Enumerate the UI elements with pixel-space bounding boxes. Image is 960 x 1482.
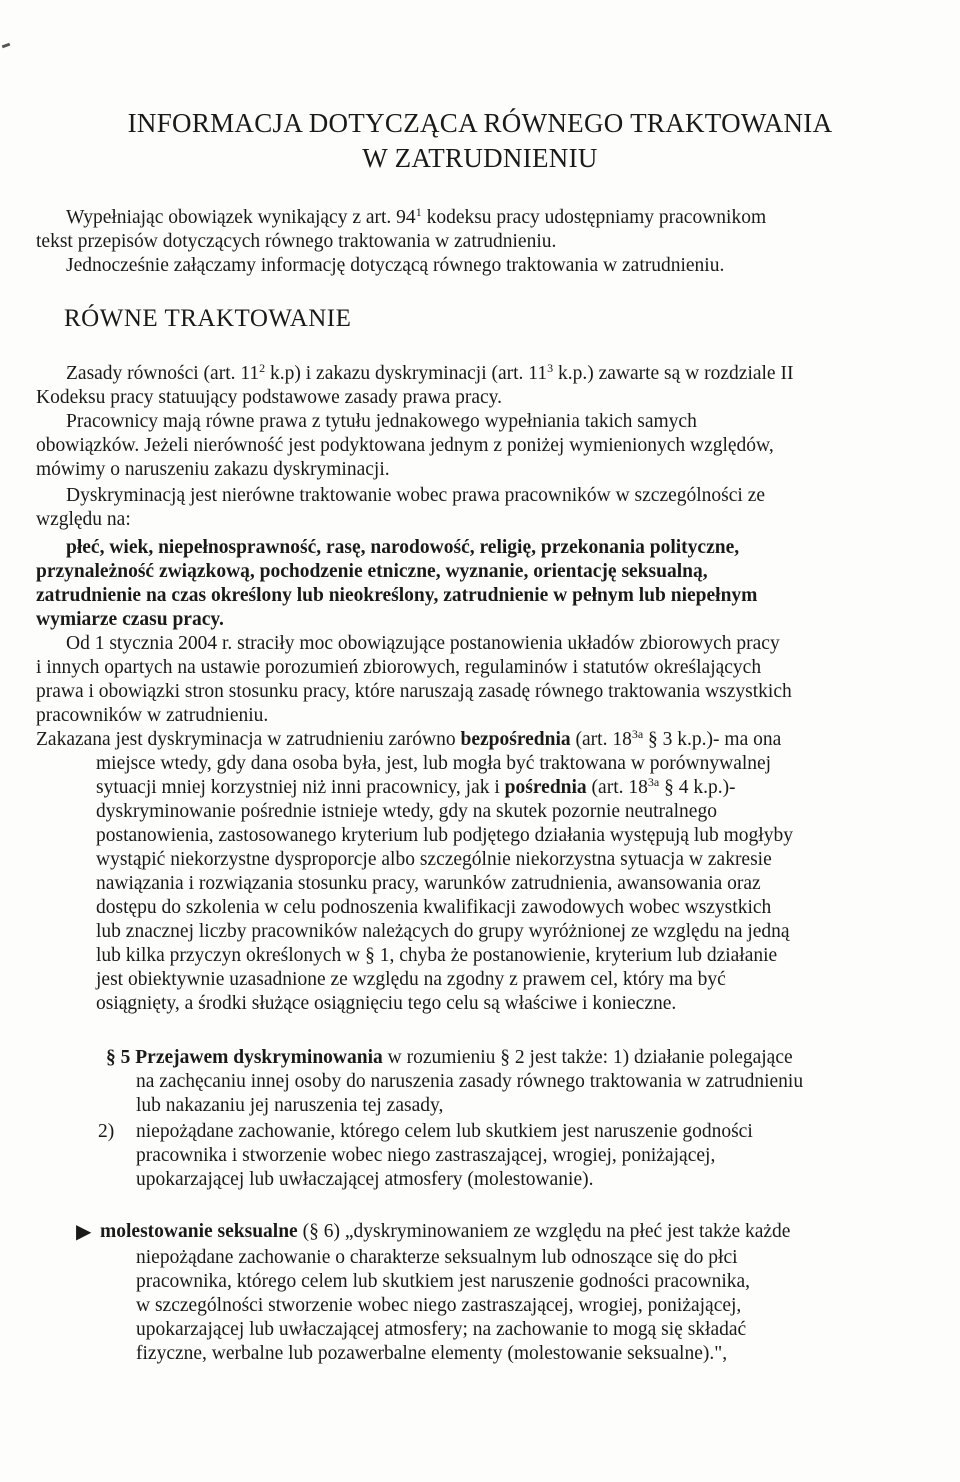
par5-line-6: upokarzającej lub uwłaczającej atmosfery (molestowanie). [136, 1169, 594, 1190]
document-title-line-1: INFORMACJA DOTYCZĄCA RÓWNEGO TRAKTOWANIA [127, 108, 833, 138]
document-title-line-2: W ZATRUDNIENIU [362, 143, 598, 173]
zakazana-line-4: dyskryminowanie pośrednie istnieje wtedy, gdy na skutek pozornie neutralnego [96, 801, 717, 822]
zakazana-line-3: sytuacji mniej korzystniej niż inni pracownicy, jak i pośrednia (art. $18^{3a}$ § 4 k.p.)- [96, 775, 736, 798]
zasady-line-4: obowiązków. Jeżeli nierówność jest podyktowana jednym z poniżej wymienionych względów, [36, 435, 774, 456]
zasady-line-3: Pracownicy mają równe prawa z tytułu jednakowego wypełniania takich samych [66, 411, 697, 432]
zakazana-line-10: lub kilka przyczyn określonych w § 1, chyba że postanowienie, kryterium lub działanie [96, 945, 778, 966]
zakazana-line-8: dostępu do szkolenia w celu podnoszenia kwalifikacji zawodowych wobec wszystkich [96, 897, 772, 918]
od2004-line-4: pracowników w zatrudnieniu. [36, 705, 269, 726]
triangle-bullet-icon: ▶ [76, 1221, 92, 1243]
zakazana-line-2: miejsce wtedy, gdy dana osoba była, jest, lub mogła być traktowana w porównywalnej [96, 753, 772, 774]
zakazana-line-9: lub znacznej liczby pracowników należących do grupy wyróżnionej ze względu na jedną [96, 921, 790, 942]
zasady-line-1: Zasady równości (art. $11^2$ k.p) i zakazu dyskryminacji (art. $11^3$ k.p.) zawarte są w rozdziale II [66, 361, 794, 384]
section-heading: RÓWNE TRAKTOWANIE [64, 305, 352, 332]
criteria-line-2: przynależność związkową, pochodzenie etniczne, wyznanie, orientację seksualną, [36, 561, 708, 582]
intro-line-1: Wypełniając obowiązek wynikający z art. $94^1$ kodeksu pracy udostępniamy pracownikom [66, 205, 767, 228]
zakazana-line-7: nawiązania i rozwiązania stosunku pracy, warunków zatrudnienia, awansowania oraz [96, 873, 761, 894]
criteria-line-4: wymiarze czasu pracy. [36, 609, 224, 630]
par5-line-5: pracownika i stworzenie wobec niego zastraszającej, wrogiej, poniżającej, [136, 1145, 716, 1166]
zakazana-line-5: postanowienia, zastosowanego kryterium lub podjętego działania występują lub mogłyby [96, 825, 793, 846]
criteria-line-3: zatrudnienie na czas określony lub nieokreślony, zatrudnienie w pełnym lub niepełnym [36, 585, 758, 606]
molestowanie-line-6: fizyczne, werbalne lub pozawerbalne elementy (molestowanie seksualne).", [136, 1343, 728, 1364]
zasady-line-2: Kodeksu pracy statuujący podstawowe zasady prawa pracy. [36, 387, 503, 408]
molestowanie-line-5: upokarzającej lub uwłaczającej atmosfery; na zachowanie to mogą się składać [136, 1319, 747, 1340]
intro-line-2: tekst przepisów dotyczących równego traktowania w zatrudnieniu. [36, 231, 557, 252]
zakazana-line-1: Zakazana jest dyskryminacja w zatrudnieniu zarówno bezpośrednia (art. $18^{3a}$ § 3 k.p.)- ma ona [36, 727, 782, 750]
molestowanie-line-4: w szczególności stworzenie wobec niego zastraszającej, wrogiej, poniżającej, [136, 1295, 742, 1316]
molestowanie-line-1: molestowanie seksualne (§ 6) „dyskryminowaniem ze względu na płeć jest także każde [100, 1221, 791, 1242]
intro-line-3: Jednocześnie załączamy informację dotyczącą równego traktowania w zatrudnieniu. [66, 255, 725, 276]
dyskryminacja-line-2: względu na: [36, 509, 131, 530]
par5-line-3: lub nakazaniu jej naruszenia tej zasady, [136, 1095, 444, 1116]
od2004-line-1: Od 1 stycznia 2004 r. straciły moc obowiązujące postanowienia układów zbiorowych pracy [66, 633, 780, 654]
od2004-line-3: prawa i obowiązki stron stosunku pracy, które naruszają zasadę równego traktowania wszystkich [36, 681, 792, 702]
criteria-line-1: płeć, wiek, niepełnosprawność, rasę, narodowość, religię, przekonania polityczne, [66, 537, 740, 558]
od2004-line-2: i innych opartych na ustawie porozumień zbiorowych, regulaminów i statutów określających [36, 657, 762, 678]
par5-line-4: niepożądane zachowanie, którego celem lub skutkiem jest naruszenie godności [136, 1121, 753, 1142]
molestowanie-line-3: pracownika, którego celem lub skutkiem jest naruszenie godności pracownika, [136, 1271, 751, 1292]
zakazana-line-11: jest obiektywnie uzasadnione ze względu na zgodny z prawem cel, który ma być [96, 969, 726, 990]
zakazana-line-6: wystąpić niekorzystne dysproporcje albo szczególnie niekorzystna sytuacja w zakresie [96, 849, 772, 870]
zasady-line-5: mówimy o naruszeniu zakazu dyskryminacji. [36, 459, 390, 480]
par5-line-1: § 5 Przejawem dyskryminowania w rozumieniu § 2 jest także: 1) działanie polegające [106, 1047, 793, 1068]
par5-item-number-2: 2) [98, 1121, 115, 1142]
zakazana-line-12: osiągnięty, a środki służące osiągnięciu tego celu są właściwe i konieczne. [96, 993, 677, 1014]
dyskryminacja-line-1: Dyskryminacją jest nierówne traktowanie wobec prawa pracowników w szczególności ze [66, 485, 766, 506]
scan-mark [2, 43, 11, 49]
par5-line-2: na zachęcaniu innej osoby do naruszenia zasady równego traktowania w zatrudnieniu [136, 1071, 804, 1092]
molestowanie-line-2: niepożądane zachowanie o charakterze seksualnym lub odnoszące się do płci [136, 1247, 738, 1268]
